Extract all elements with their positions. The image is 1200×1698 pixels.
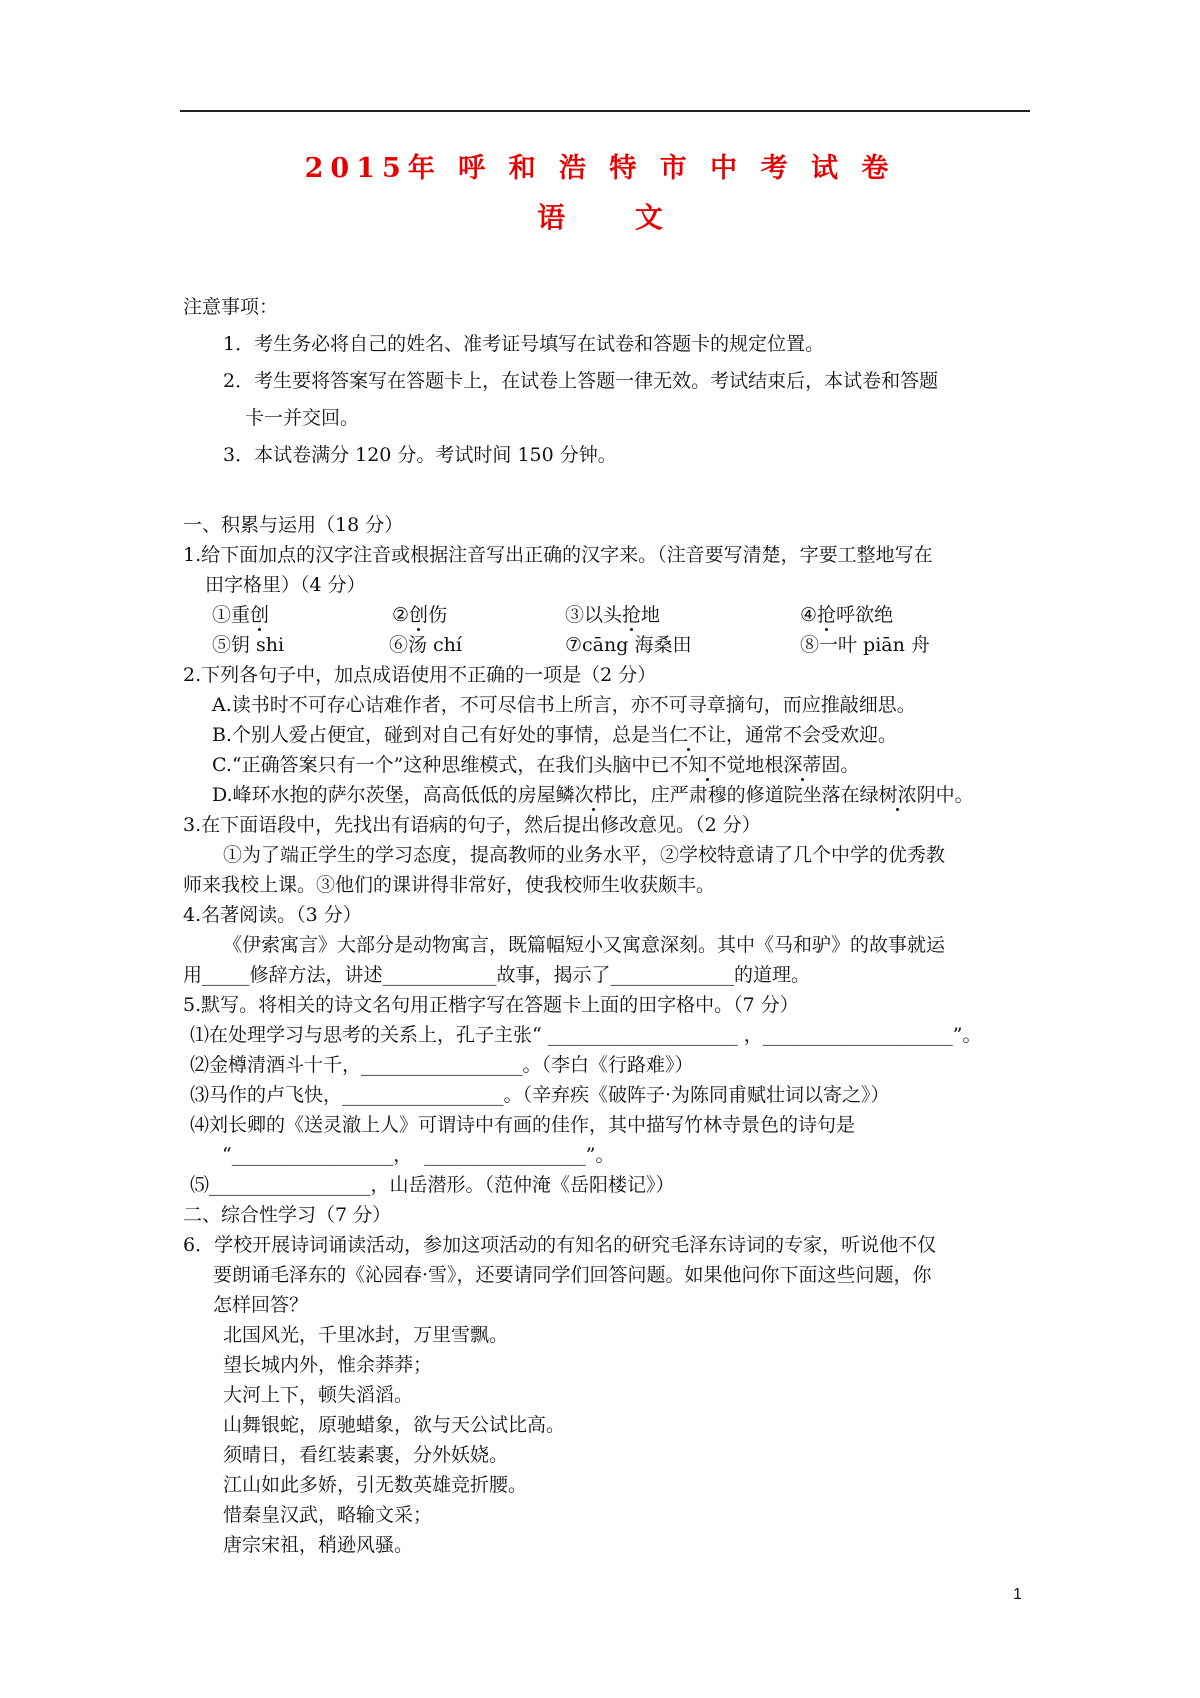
q5-item-4-blanks: “_________________， _________________”。 [222, 1144, 615, 1166]
q2-c-post-2: 。 [840, 754, 860, 776]
q3-stem: 3.在下面语段中，先找出有语病的句子，然后提出修改意见。（2 分） [183, 814, 761, 836]
q1-item-1-pre: ①重 [212, 604, 251, 626]
q2-a-mid: 不可尽信书上所言 [459, 694, 612, 716]
q6-stem-3: 怎样回答？ [213, 1294, 309, 1316]
q1-stem: 1.给下面加点的汉字注音或根据注音写出正确的汉字来。（注音要写清楚，字要工整地写在 [183, 544, 933, 566]
q1-item-3 [565, 602, 660, 628]
q5-item-2: ⑵金樽清酒斗十千，_________________。（李白《行路难》） [190, 1054, 694, 1076]
q1-item-4 [800, 602, 893, 628]
q1-item-2-post: 伤 [428, 604, 448, 626]
poem-line: 唐宗宋祖，稍逊风骚。 [223, 1534, 414, 1556]
q1-item-4-pre: ④ [800, 604, 818, 626]
q5-item-4: ⑷刘长卿的《送灵澈上人》可谓诗中有画的佳作，其中描写竹林寺景色的诗句是 [190, 1114, 856, 1136]
q2-a-pre: A.读书时不可存心诘难作者， [212, 694, 460, 716]
q1-item-2 [392, 602, 447, 628]
q1-item-4-post: 呼欲绝 [836, 604, 894, 626]
q2-c-post: 地 [745, 754, 765, 776]
exam-title: 2015年 呼 和 浩 特 市 中 考 试 卷 [304, 153, 896, 184]
section-1-heading: 一、积累与运用（18 分） [183, 514, 404, 536]
note-item-3: 3．本试卷满分 120 分。考试时间 150 分钟。 [223, 444, 617, 466]
section-2-heading: 二、综合性学习（7 分） [183, 1204, 392, 1226]
q1-item-5: ⑤钥 shi [212, 634, 285, 656]
q1-item-2-pre: ② [392, 604, 410, 626]
q2-stem: 2.下列各句子中，加点成语使用不正确的一项是（2 分） [183, 664, 657, 686]
q2-b-pre: B.个别人爱占便宜，碰到对自己有好处的事情，总是 [212, 724, 651, 746]
q1-item-1-dotted: 创 [250, 604, 270, 626]
q1-item-3-post: 地 [641, 604, 661, 626]
q1-item-4-dotted: 抢 [817, 604, 837, 626]
q2-d-dotted-2: 绿树浓阴 [859, 784, 936, 806]
poem-line: 山舞银蛇，原驰蜡象，欲与天公试比高。 [223, 1414, 566, 1436]
q3-passage-1: ①为了端正学生的学习态度，提高教师的业务水平，②学校特意请了几个中学的优秀教 [223, 844, 946, 866]
q2-b-dotted: 当仁不让 [650, 724, 727, 746]
poem-line: 望长城内外，惟余莽莽； [223, 1354, 433, 1376]
q4-passage-1: 《伊索寓言》大部分是动物寓言，既篇幅短小又寓意深刻。其中《马和驴》的故事就运 [223, 934, 946, 956]
q1-item-7: ⑦cāng 海桑田 [565, 634, 692, 656]
q5-stem: 5.默写。将相关的诗文名句用正楷字写在答题卡上面的田字格中。（7 分） [183, 994, 799, 1016]
q5-item-1: ⑴在处理学习与思考的关系上，孔子主张“ ____________________ ，____________________”。 [190, 1024, 982, 1046]
q2-option-d [212, 782, 974, 808]
q3-passage-2: 师来我校上课。③他们的课讲得非常好，使我校师生收获颇丰。 [183, 874, 716, 896]
q6-stem-1: 6．学校开展诗词诵读活动，参加这项活动的有知名的研究毛泽东诗词的专家，听说他不仅 [183, 1234, 937, 1256]
poem-line: 须晴日，看红装素裹，分外妖娆。 [223, 1444, 509, 1466]
q1-item-2-dotted: 创 [409, 604, 429, 626]
q5-item-3: ⑶马作的卢飞快，_________________。（辛弃疾《破阵子·为陈同甫赋壮词以寄之》） [190, 1084, 890, 1106]
q4-stem: 4.名著阅读。（3 分） [183, 904, 362, 926]
q1-stem-cont: 田字格里）（4 分） [205, 574, 366, 596]
q2-b-post: ，通常不会受欢迎。 [726, 724, 898, 746]
q2-c-dotted-2: 根深蒂固 [764, 754, 841, 776]
page-number: 1 [1013, 1586, 1022, 1603]
q1-item-3-dotted: 抢 [622, 604, 642, 626]
poem-line: 北国风光，千里冰封，万里雪飘。 [223, 1324, 509, 1346]
q1-item-8: ⑧一叶 piān 舟 [800, 634, 930, 656]
q2-d-pre: D.峰环水抱的萨尔茨堡，高高低低的房屋 [212, 784, 556, 806]
top-rule [180, 110, 1030, 112]
q2-c-pre: C.“正确答案只有一个”这种思维模式，在我们头脑中已 [212, 754, 670, 776]
q1-item-1 [212, 602, 269, 628]
poem-line: 大河上下，顿失滔滔。 [223, 1384, 414, 1406]
note-item-1: 1．考生务必将自己的姓名、准考证号填写在试卷和答题卡的规定位置。 [223, 333, 825, 355]
q1-item-3-pre: ③以头 [565, 604, 623, 626]
q2-a-post: ，亦不可寻章摘句，而应推敲细思。 [611, 694, 916, 716]
subject-title: 语 文 [537, 201, 693, 234]
q2-d-post-2: 中。 [935, 784, 974, 806]
q6-stem-2: 要朗诵毛泽东的《沁园春·雪》，还要请同学们回答问题。如果他问你下面这些问题，你 [213, 1264, 932, 1286]
q5-item-5: ⑸_________________，山岳潜形。（范仲淹《岳阳楼记》） [190, 1174, 675, 1196]
note-item-2-cont: 卡一并交回。 [245, 407, 360, 429]
poem-line: 惜秦皇汉武，略输文采； [223, 1504, 433, 1526]
q2-d-post: ，庄严肃穆的修道院坐落在 [631, 784, 860, 806]
q2-d-dotted-1: 鳞次栉比 [555, 784, 632, 806]
q2-option-a [212, 692, 916, 718]
q2-option-c [212, 752, 859, 778]
note-item-2: 2．考生要将答案写在答题卡上，在试卷上答题一律无效。考试结束后，本试卷和答题 [223, 370, 939, 392]
q2-option-b [212, 722, 897, 748]
poem-line: 江山如此多娇，引无数英雄竞折腰。 [223, 1474, 528, 1496]
notes-heading: 注意事项： [183, 296, 279, 318]
q1-item-6: ⑥汤 chí [389, 634, 462, 656]
q4-passage-2: 用_____修辞方法，讲述____________故事，揭示了_____________的道理。 [183, 964, 811, 986]
q2-c-dotted-1: 不知不觉 [669, 754, 746, 776]
